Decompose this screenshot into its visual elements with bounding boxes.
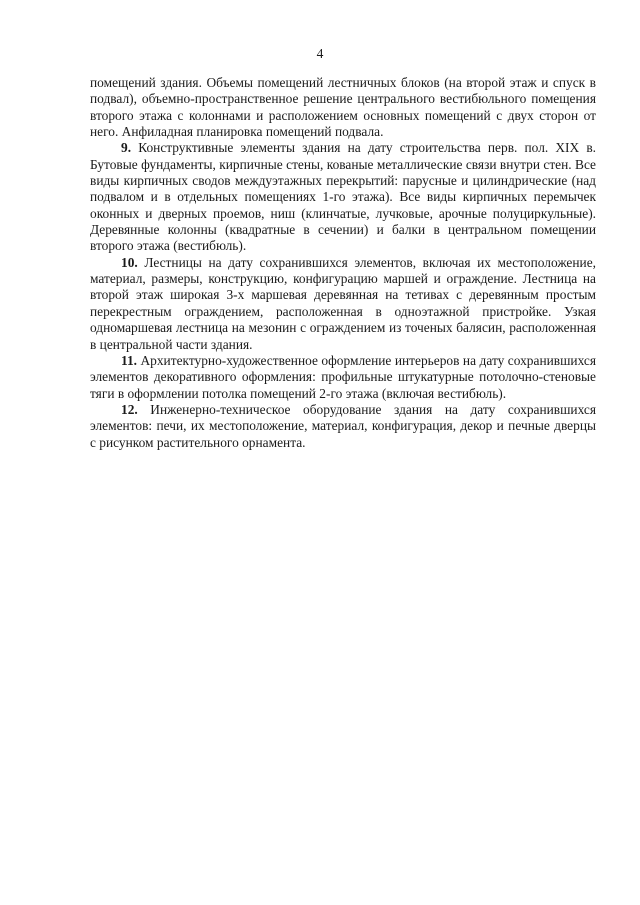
page-number: 4 (316, 46, 324, 61)
paragraph-12-engineering-equipment (90, 402, 596, 451)
paragraph-9-structural-elements (90, 140, 596, 254)
paragraph-text: Лестницы на дату сохранившихся элементов, включая их местоположение, материал, размеры, конструкцию, конфигурацию маршей и ограждение. Лестница на второй этаж широкая 3-х маршевая деревянная на тетивах с деревянным простым перекрестным ограждением, расположенная в одноэтажной пристройке. Узкая одномаршевая лестница на мезонин с ограждением из точеных балясин, расположенная в центральной части здания. (90, 254, 596, 352)
paragraph-number: 10. (121, 254, 138, 270)
paragraph-text: помещений здания. Объемы помещений лестничных блоков (на второй этаж и спуск в подвал), объемно-пространственное решение центрального вестибюльного помещения второго этажа с колоннами и расположением основных помещений с двух сторон от него. Анфиладная планировка помещений подвала. (90, 75, 596, 140)
paragraph-number: 12. (121, 401, 138, 417)
paragraph-text: Конструктивные элементы здания на дату строительства перв. пол. XIX в. Бутовые фундаменты, кирпичные стены, кованые металлические связи внутри стен. Все виды кирпичных сводов междуэтажных перекрытий: парусные и цилиндрические (над подвалом и в отдельных помещениях 1-го этажа). Все виды кирпичных перемычек оконных и дверных проемов, ниш (клинчатые, лучковые, арочные полуциркульные). Деревянные колонны (квадратные в сечении) и балки в центральном помещении второго этажа (вестибюль). (90, 140, 596, 254)
paragraph-number: 9. (121, 140, 132, 156)
paragraph-continuation (90, 75, 596, 140)
paragraph-number: 11. (121, 352, 137, 368)
paragraph-text: Архитектурно-художественное оформление интерьеров на дату сохранившихся элементов декоративного оформления: профильные штукатурные потолочно-стеновые тяги в оформлении потолка помещений 2-го этажа (включая вестибюль). (90, 352, 596, 401)
paragraph-11-interior-decoration (90, 353, 596, 402)
paragraph-text: Инженерно-техническое оборудование здания на дату сохранившихся элементов: печи, их местоположение, материал, конфигурация, декор и печные дверцы с рисунком растительного орнамента. (90, 401, 596, 450)
paragraph-10-staircases (90, 255, 596, 353)
document-body (90, 75, 596, 451)
